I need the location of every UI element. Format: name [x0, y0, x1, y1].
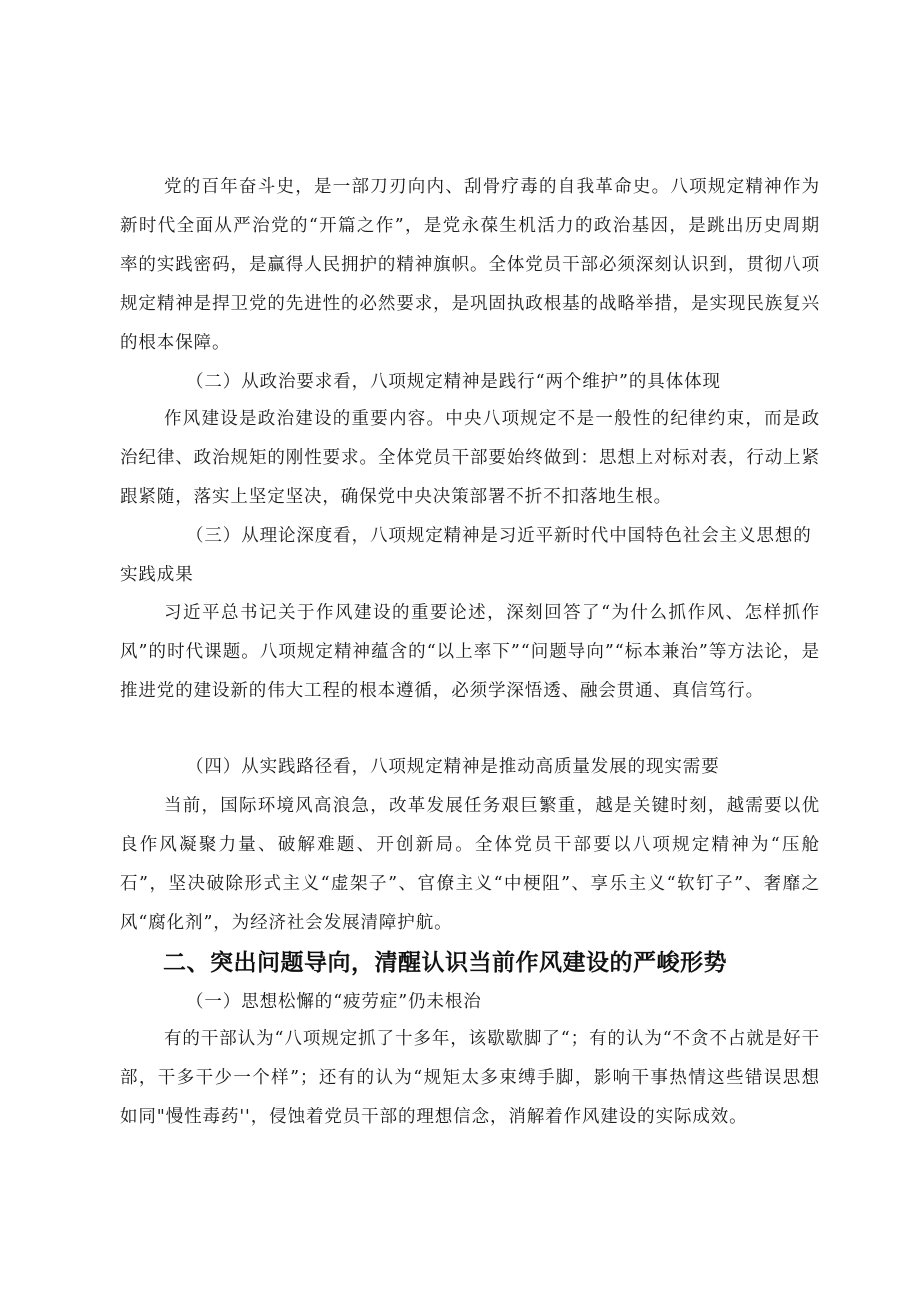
subheading-practice-path: （四）从实践路径看，八项规定精神是推动高质量发展的现实需要 [186, 757, 720, 777]
paragraph-theory-summary: 习近平总书记关于作风建设的重要论述，深刻回答了“为什么抓作风、怎样抓作风”的时代课题。八项规定精神蕴含的“以上率下”“问题导向”“标本兼治”等方法论，是推进党的建设新的伟大工程的根本遵循，必须学深悟透、融会贯通、真信笃行。 [120, 603, 820, 701]
section-title: 二、突出问题导向，清醒认识当前作风建设的严峻形势 [163, 950, 727, 976]
subheading-political-requirement: （二）从政治要求看，八项规定精神是践行“两个维护”的具体体现 [186, 372, 721, 392]
subheading-fatigue: （一）思想松懈的“疲劳症”仍未根治 [186, 992, 482, 1012]
paragraph-self-revolution: 党的百年奋斗史，是一部刀刃向内、刮骨疗毒的自我革命史。八项规定精神作为新时代全面从严治党的“开篇之作”，是党永葆生机活力的政治基因，是跳出历史周期率的实践密码，是赢得人民拥护的精神旗帜。全体党员干部必须深刻认识到，贯彻八项规定精神是捍卫党的先进性的必然要求，是巩固执政根基的战略举措，是实现民族复兴的根本保障。 [120, 177, 820, 353]
paragraph-current-situation: 当前，国际环境风高浪急，改革发展任务艰巨繁重，越是关键时刻，越需要以优良作风凝聚力量、破解难题、开创新局。全体党员干部要以八项规定精神为“压舱石”，坚决破除形式主义“虚架子”、官僚主义“中梗阻”、享乐主义“软钉子”、奢靡之风“腐化剂”，为经济社会发展清障护航。 [120, 796, 820, 933]
paragraph-political-construction: 作风建设是政治建设的重要内容。中央八项规定不是一般性的纪律约束，而是政治纪律、政治规矩的刚性要求。全体党员干部要始终做到：思想上对标对表，行动上紧跟紧随，落实上坚定坚决，确保党中央决策部署不折不扣落地生根。 [120, 409, 820, 507]
paragraph-wrong-thinking: 有的干部认为“八项规定抓了十多年，该歇歇脚了“；有的认为“不贪不占就是好干部，干多干少一个样”；还有的认为“规矩太多束缚手脚，影响干事热情这些错误思想如同"慢性毒药''，侵蚀着党员干部的理想信念，消解着作风建设的实际成效。 [120, 1029, 820, 1127]
subheading-theoretical-depth: （三）从理论深度看，八项规定精神是习近平新时代中国特色社会主义思想的实践成果 [120, 526, 812, 585]
